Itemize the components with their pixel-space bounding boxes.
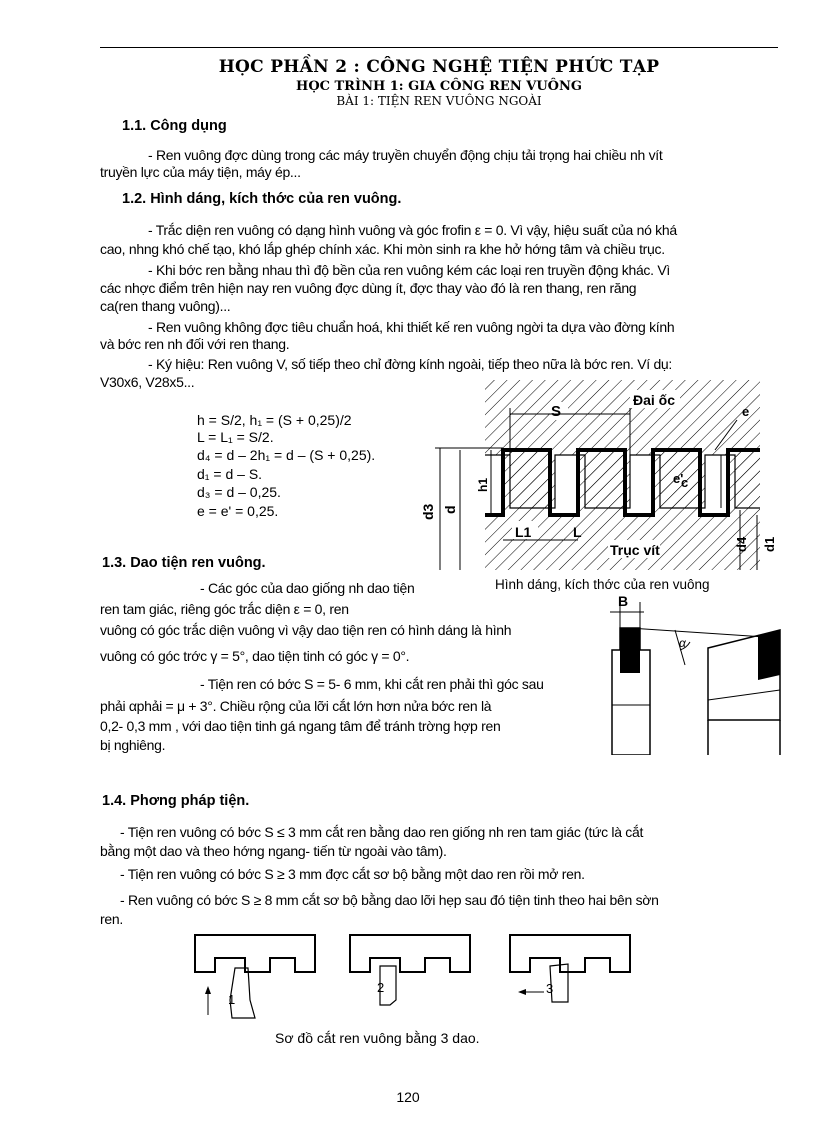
s2-line-2: cao, nhng khó chế tạo, khó lắp ghép chính xác. Khi mòn sinh ra khe hở hớng tâm và chiều trục. — [100, 241, 665, 257]
s1-line-2: truyền lực của máy tiện, máy ép... — [100, 164, 301, 180]
fig1-caption: Hình dáng, kích thớc của ren vuông — [495, 577, 710, 592]
page-number: 120 — [396, 1089, 420, 1105]
s4-line-3: - Tiện ren vuông có bớc S ≥ 3 mm đợc cắt sơ bộ bằng một dao ren rồi mở ren. — [120, 866, 585, 882]
label-L: L — [573, 524, 582, 540]
unit-title: HỌC TRÌNH 1: GIA CÔNG REN VUÔNG — [296, 79, 582, 94]
formula-5: d₃ = d – 0,25. — [197, 484, 281, 500]
section-1-1-heading: 1.1. Công dụng — [122, 118, 227, 134]
three-tool-cutting-diagram — [190, 930, 640, 1030]
s1-line-1: - Ren vuông đợc dùng trong các máy truyền chuyển động chịu tải trọng hai chiều nh vít — [148, 147, 663, 163]
s2-line-1: - Trắc diện ren vuông có dạng hình vuông và góc frofin ε = 0. Vì vậy, hiệu suất của nó khá — [148, 222, 677, 238]
s4-line-2: bằng một dao và theo hớng ngang- tiến từ ngoài vào tâm). — [100, 843, 447, 859]
square-thread-diagram — [405, 380, 785, 575]
s3-line-5: - Tiện ren có bớc S = 5- 6 mm, khi cắt ren phải thì góc sau — [200, 676, 544, 692]
section-1-3-heading: 1.3. Dao tiện ren vuông. — [102, 555, 266, 571]
label-e: e — [742, 404, 750, 419]
formula-6: e = e' = 0,25. — [197, 503, 279, 519]
angle-alpha: α — [679, 636, 686, 650]
label-S: S — [551, 403, 562, 420]
tool-2-label: 2 — [377, 980, 385, 995]
tool-1-label: 1 — [228, 992, 236, 1007]
thread-tool-diagram — [590, 590, 785, 755]
formula-3: d₄ = d – 2h₁ = d – (S + 0,25). — [197, 447, 376, 463]
label-c: c — [681, 475, 689, 490]
s3-line-4: vuông có góc trớc γ = 5°, dao tiện tinh có góc γ = 0°. — [100, 648, 410, 664]
s2-line-7: và bớc ren nh đối với ren thang. — [100, 336, 290, 352]
label-d3: d3 — [420, 503, 436, 520]
label-screw: Trục vít — [610, 542, 660, 558]
s2-line-5: ca(ren thang vuông)... — [100, 298, 231, 314]
s3-line-2: ren tam giác, riêng góc trắc diện ε = 0, ren — [100, 601, 349, 617]
label-B: B — [618, 593, 629, 609]
label-d1: d1 — [762, 536, 777, 552]
s4-line-4: - Ren vuông có bớc S ≥ 8 mm cắt sơ bộ bằng dao lỡi hẹp sau đó tiện tinh theo hai bên sờn — [120, 892, 659, 908]
label-d4: d4 — [734, 536, 749, 552]
three-tool-caption: Sơ đồ cắt ren vuông bằng 3 dao. — [275, 1030, 480, 1046]
s2-line-3: - Khi bớc ren bằng nhau thì độ bền của ren vuông kém các loại ren truyền động khác. Vì — [148, 262, 670, 278]
s2-line-8: - Ký hiệu: Ren vuông V, số tiếp theo chỉ đờng kính ngoài, tiếp theo nữa là bớc ren. Ví dụ: — [148, 356, 673, 372]
label-e-prime: e' — [673, 471, 684, 486]
label-d: d — [442, 505, 458, 514]
formula-1: h = S/2, h₁ = (S + 0,25)/2 — [197, 412, 352, 428]
lesson-title: BÀI 1: TIỆN REN VUÔNG NGOÀI — [336, 94, 542, 108]
s3-line-6: phải αphải = μ + 3°. Chiều rộng của lỡi cắt lớn hơn nửa bớc ren là — [100, 698, 492, 714]
s3-line-3: vuông có góc trắc diện vuông vì vậy dao tiện ren có hình dáng là hình — [100, 622, 512, 638]
module-title: HỌC PHẦN 2 : CÔNG NGHỆ TIỆN PHỨC TẠP — [218, 57, 660, 77]
section-1-4-heading: 1.4. Phơng pháp tiện. — [102, 793, 250, 809]
s4-line-1: - Tiện ren vuông có bớc S ≤ 3 mm cắt ren bằng dao ren giống nh ren tam giác (tức là cắt — [120, 824, 644, 840]
s4-line-5: ren. — [100, 911, 123, 927]
header-rule — [100, 47, 778, 48]
s3-line-7: 0,2- 0,3 mm , với dao tiện tinh gá ngang tâm để tránh trờng hợp ren — [100, 718, 501, 734]
s3-line-8: bị nghiêng. — [100, 737, 166, 753]
formula-4: d₁ = d – S. — [197, 466, 263, 482]
label-h1: h1 — [476, 477, 490, 492]
s2-line-9: V30x6, V28x5... — [100, 374, 195, 390]
label-nut: Đai ốc — [633, 392, 676, 408]
tool-3-label: 3 — [546, 981, 554, 996]
section-1-2-heading: 1.2. Hình dáng, kích thớc của ren vuông. — [122, 191, 402, 207]
label-L1: L1 — [515, 524, 532, 540]
s3-line-1: - Các góc của dao giống nh dao tiện — [200, 580, 415, 596]
s2-line-6: - Ren vuông không đợc tiêu chuẩn hoá, khi thiết kế ren vuông ngời ta dựa vào đờng kính — [148, 319, 675, 335]
s2-line-4: các nhợc điểm trên hiện nay ren vuông đợc dùng ít, đợc thay vào đó là ren thang, ren răng — [100, 280, 637, 296]
formula-2: L = L₁ = S/2. — [197, 429, 274, 445]
